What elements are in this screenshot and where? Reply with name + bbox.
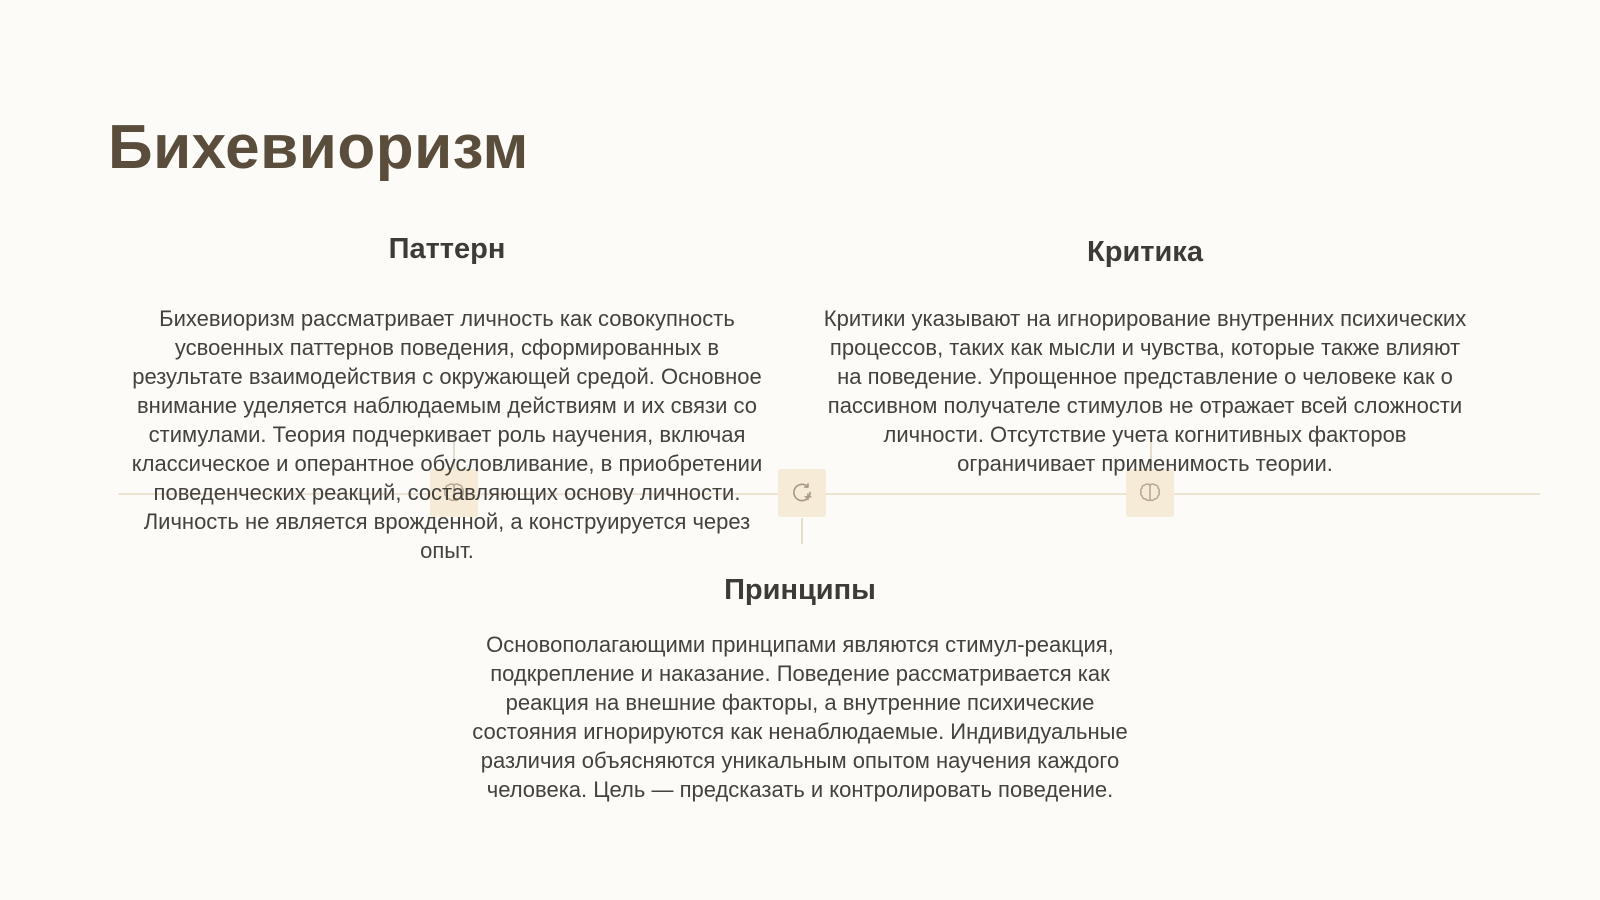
- critique-text: Критики указывают на игнорирование внутренних психических процессов, таких как мысли и чувства, которые также влияют на поведение. Упрощенное представление о человеке как о пассивном получателе стимулов не отражает всей сложности личности. Отсутствие учета когнитивных факторов ограничивает применимость теории.: [823, 306, 1467, 476]
- refresh-plus-icon: [789, 480, 815, 506]
- principles-heading: Принципы: [724, 574, 876, 606]
- timeline-marker-principles: [778, 469, 826, 517]
- principles-text: Основополагающими принципами являются стимул-реакция, подкрепление и наказание. Поведение рассматривается как реакция на внешние факторы, а внутренние психические состояния игнорируются как ненаблюдаемые. Индивидуальные различия объясняются уникальным опытом научения каждого человека. Цель — предсказать и контролировать поведение.: [472, 632, 1128, 802]
- pattern-heading: Паттерн: [388, 233, 506, 265]
- critique-heading: Критика: [1087, 236, 1203, 268]
- slide-title: Бихевиоризм: [108, 113, 529, 182]
- critique-section: [820, 236, 1470, 478]
- pattern-text: Бихевиоризм рассматривает личность как совокупность усвоенных паттернов поведения, сформированных в результате взаимодействия с окружающей средой. Основное внимание уделяется наблюдаемым действиям и их связи со стимулами. Теория подчеркивает роль научения, включая классическое и оперантное обусловливание, в приобретении поведенческих реакций, составляющих основу личности. Личность не является врожденной, а конструируется через опыт.: [131, 306, 763, 563]
- principles-section: [470, 574, 1130, 804]
- brain-icon: [1137, 480, 1163, 506]
- timeline-connector: [801, 518, 803, 544]
- pattern-section: [122, 233, 772, 565]
